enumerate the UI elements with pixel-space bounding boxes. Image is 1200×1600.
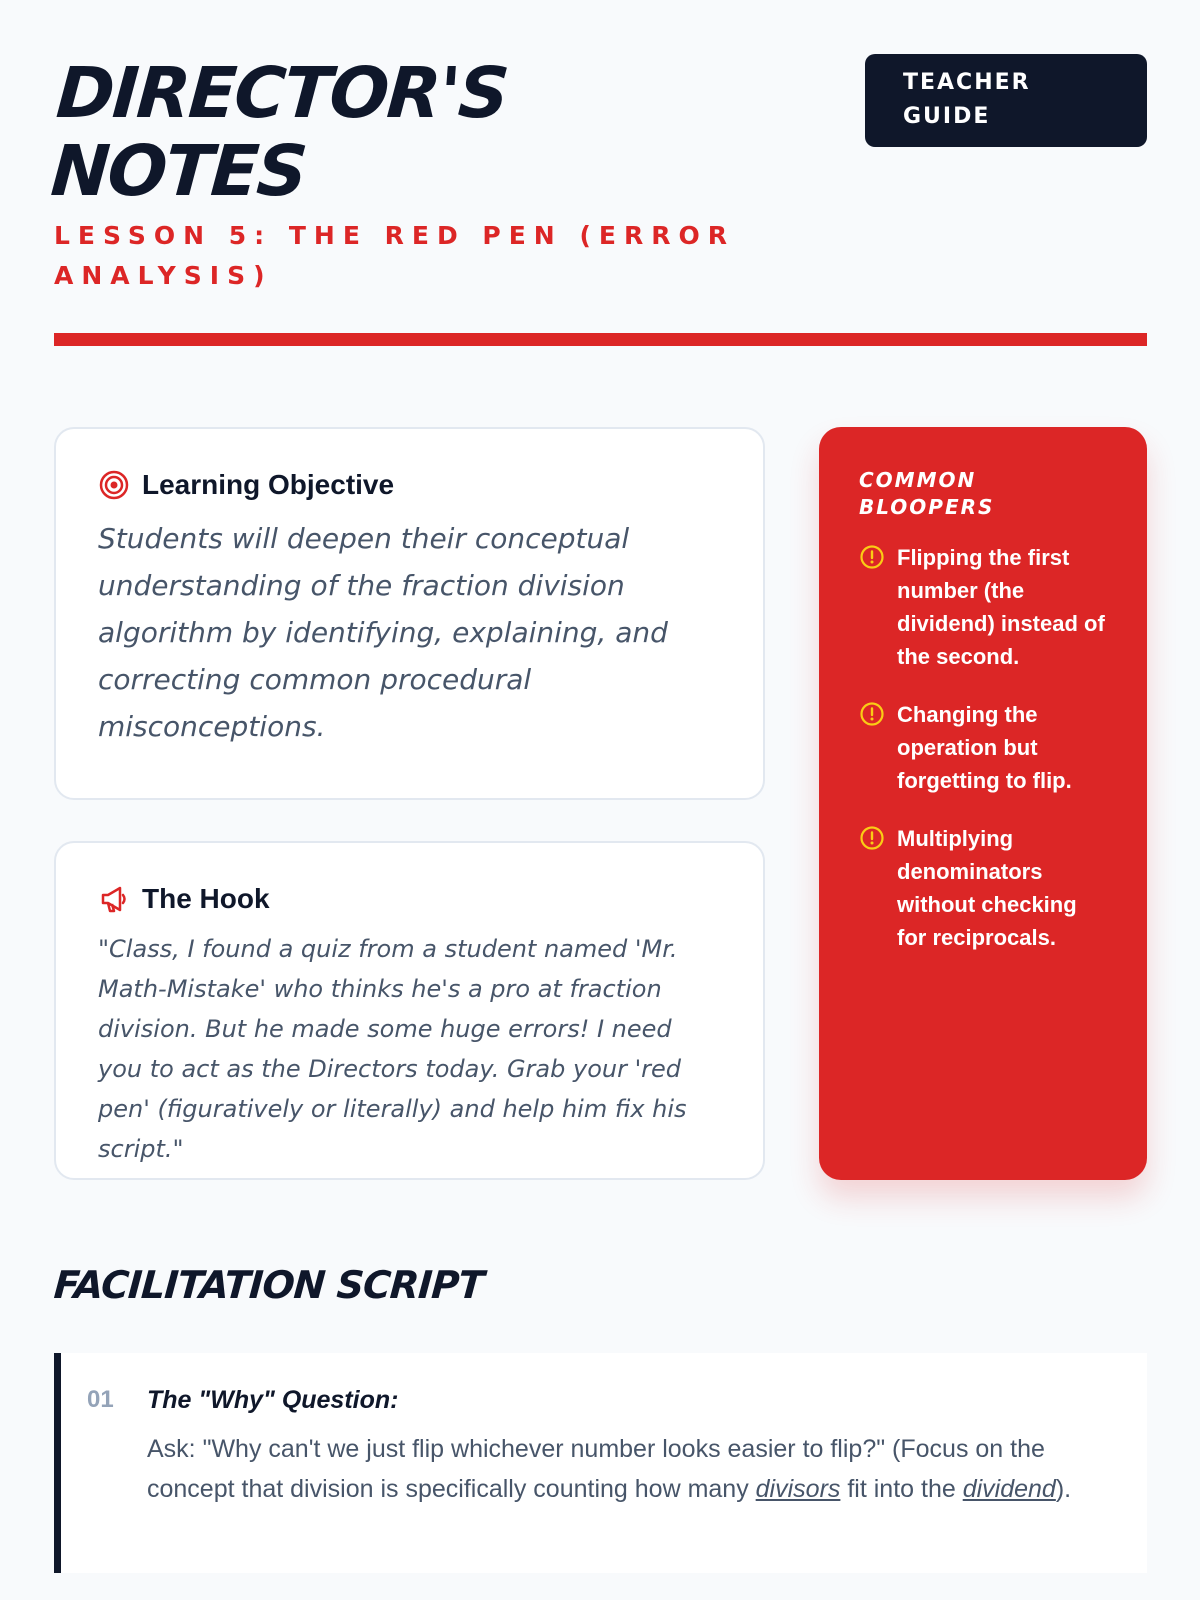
step-body-text: ). [1055, 1475, 1072, 1503]
blooper-text: Flipping the first number (the dividend) instead of the second. [897, 545, 1105, 669]
learning-objective-title: Learning Objective [142, 469, 395, 500]
step-content [147, 1383, 1117, 1573]
learning-objective-header [98, 469, 721, 501]
step-title: The "Why" Question: [147, 1386, 399, 1414]
hook-header [98, 883, 721, 915]
term-divisors: divisors [755, 1475, 841, 1503]
common-bloopers-title: COMMON BLOOPERS [859, 468, 995, 519]
facilitation-script-title: FACILITATION SCRIPT [52, 1263, 485, 1307]
blooper-item [859, 822, 1111, 954]
megaphone-icon [98, 883, 130, 915]
term-dividend: dividend [962, 1475, 1056, 1503]
step-body-text: Ask: "Why can't we just flip whichever number looks easier to flip?" (Focus on the concept that division is specifically counting how many [147, 1435, 1045, 1503]
common-bloopers-panel [819, 427, 1147, 1180]
teacher-guide-badge: TEACHER GUIDE [865, 54, 1147, 147]
blooper-text: Multiplying denominators without checking for reciprocals. [897, 826, 1077, 950]
hook-card [54, 841, 765, 1180]
learning-objective-text: Students will deepen their conceptual understanding of the fraction division algorithm by identifying, explaining, and correcting common procedural misconceptions. [98, 522, 668, 743]
step-number: 01 [87, 1386, 114, 1413]
blooper-item [859, 541, 1111, 673]
step-body [147, 1429, 1117, 1509]
page-title: DIRECTOR'S NOTES [48, 52, 510, 212]
learning-objective-card [54, 427, 765, 800]
alert-circle-icon [859, 825, 885, 851]
target-icon [98, 469, 130, 501]
hook-quote: "Class, I found a quiz from a student named 'Mr. Math-Mistake' who thinks he's a pro at fraction division. But he made some huge errors! I need you to act as the Directors today. Grab your 'red pen' (figuratively or literally) and help him fix his script." [98, 935, 687, 1163]
script-step [54, 1353, 1147, 1573]
alert-circle-icon [859, 701, 885, 727]
header-divider [54, 333, 1147, 346]
blooper-item [859, 698, 1111, 797]
hook-title: The Hook [142, 883, 270, 914]
step-body-text: fit into the [840, 1475, 963, 1503]
lesson-subtitle: LESSON 5: THE RED PEN (ERROR ANALYSIS) [54, 221, 735, 290]
alert-circle-icon [859, 544, 885, 570]
blooper-text: Changing the operation but forgetting to flip. [897, 702, 1072, 793]
page-header [48, 52, 1147, 296]
